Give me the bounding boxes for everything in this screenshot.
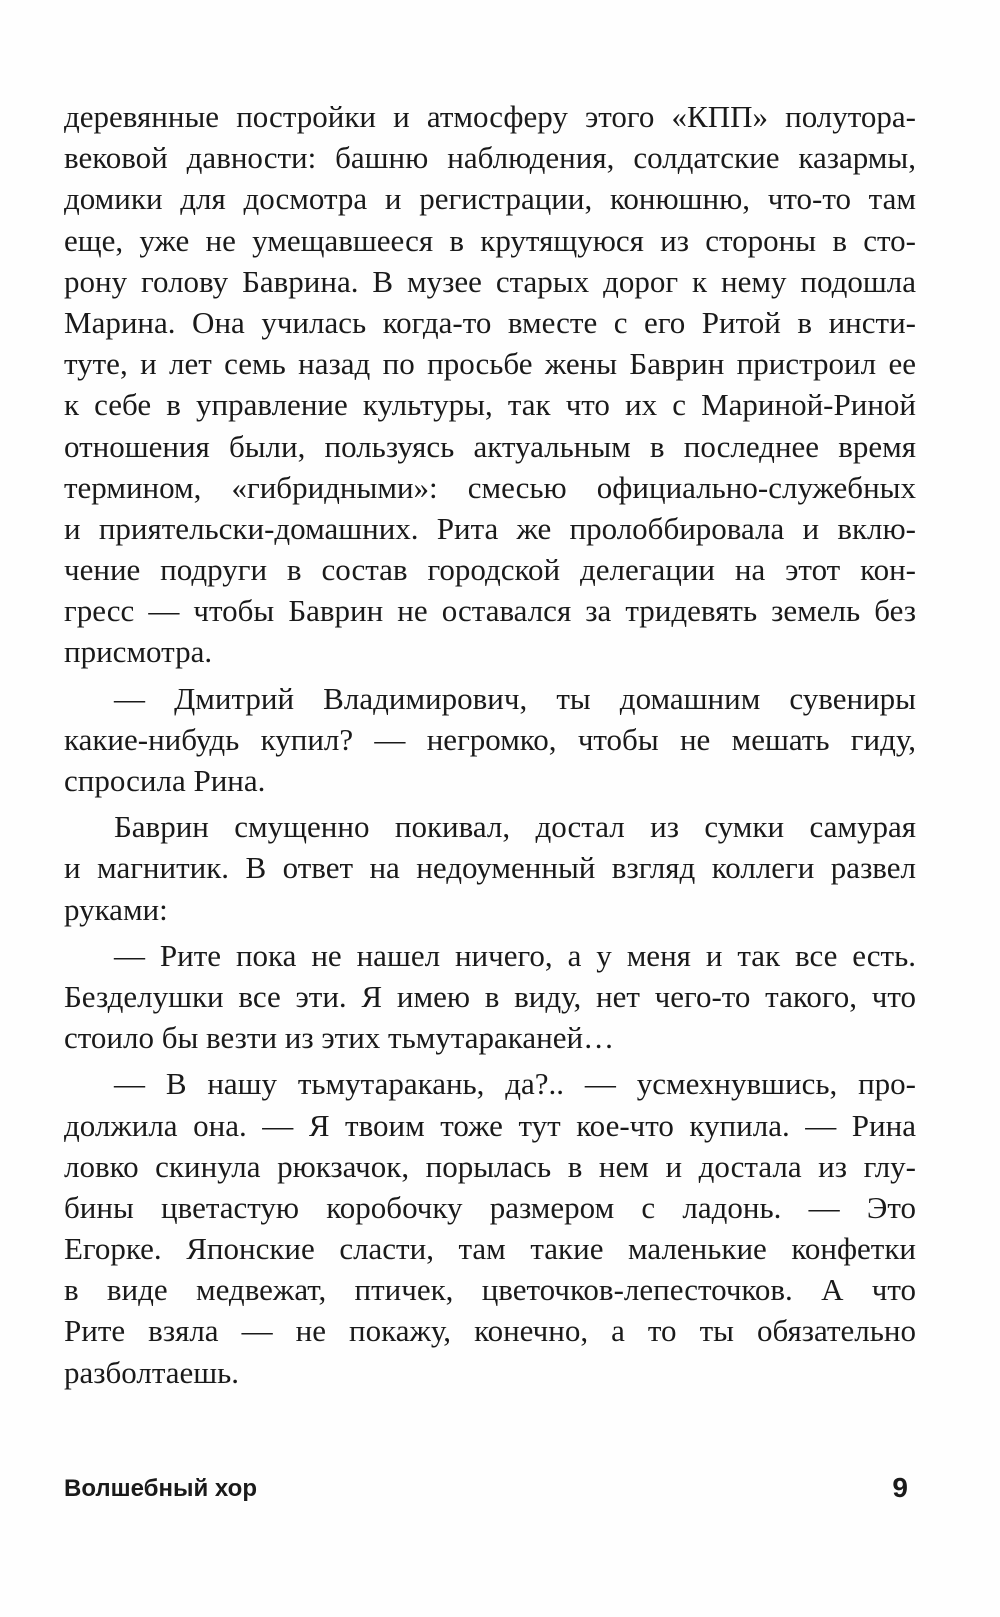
text-line: должила она. — Я твоим тоже тут кое-что купила. — Рина (64, 1107, 916, 1143)
text-line: — Рите пока не нашел ничего, а у меня и так все есть. (114, 937, 916, 973)
text-line: еще, уже не умещавшееся в крутящуюся из стороны в сто- (64, 222, 916, 258)
text-line: чение подруги в состав городской делегации на этот кон- (64, 552, 916, 588)
text-line: в виде медвежат, птичек, цветочков-лепесточков. А что (64, 1272, 916, 1308)
text-line: Баврин смущенно покивал, достал из сумки самурая (114, 809, 916, 845)
text-line: Рите взяла — не покажу, конечно, а то ты обязательно (64, 1313, 916, 1349)
body-text (64, 96, 916, 1393)
text-line: и приятельски-домашних. Рита же пролоббировала и вклю- (64, 510, 916, 546)
text-line: к себе в управление культуры, так что их с Мариной-Риной (64, 387, 916, 423)
text-line: туте, и лет семь назад по просьбе жены Баврин пристроил ее (64, 346, 916, 382)
running-footer-book-title: Волшебный хор (64, 1475, 257, 1502)
text-line: деревянные постройки и атмосферу этого «КПП» полутора- (64, 99, 916, 134)
text-line: ловко скинула рюкзачок, порылась в нем и достала из глу- (64, 1148, 916, 1184)
text-line: спросила Рина. (64, 763, 266, 798)
text-line: — В нашу тьмутаракань, да?.. — усмехнувшись, про- (114, 1066, 916, 1102)
text-line: вековой давности: башню наблюдения, солдатские казармы, (64, 140, 916, 176)
text-line: бины цветастую коробочку размером с ладонь. — Это (64, 1189, 916, 1225)
text-line: какие-нибудь купил? — негромко, чтобы не мешать гиду, (64, 721, 916, 757)
text-line: разболтаешь. (64, 1354, 240, 1390)
text-line: рону голову Баврина. В музее старых дорог к нему подошла (64, 263, 916, 299)
text-line: стоило бы везти из этих тьмутараканей… (64, 1020, 615, 1056)
text-line: и магнитик. В ответ на недоуменный взгляд коллеги развел (64, 850, 916, 886)
text-line: отношения были, пользуясь актуальным в последнее время (64, 428, 916, 464)
text-line: руками: (64, 891, 168, 927)
text-line: гресс — чтобы Баврин не оставался за тридевять земель без (64, 593, 916, 629)
page-number: 9 (892, 1472, 908, 1503)
text-line: присмотра. (64, 634, 213, 670)
text-line: Егорке. Японские сласти, там такие маленькие конфетки (64, 1231, 916, 1267)
text-line: термином, «гибридными»: смесью официально-служебных (64, 469, 916, 505)
text-line: Безделушки все эти. Я имею в виду, нет чего-то такого, что (64, 978, 916, 1014)
text-line: — Дмитрий Владимирович, ты домашним сувениры (114, 680, 916, 716)
text-line: Марина. Она училась когда-то вместе с его Ритой в инсти- (64, 304, 916, 340)
text-line: домики для досмотра и регистрации, конюшню, что-то там (64, 181, 916, 217)
